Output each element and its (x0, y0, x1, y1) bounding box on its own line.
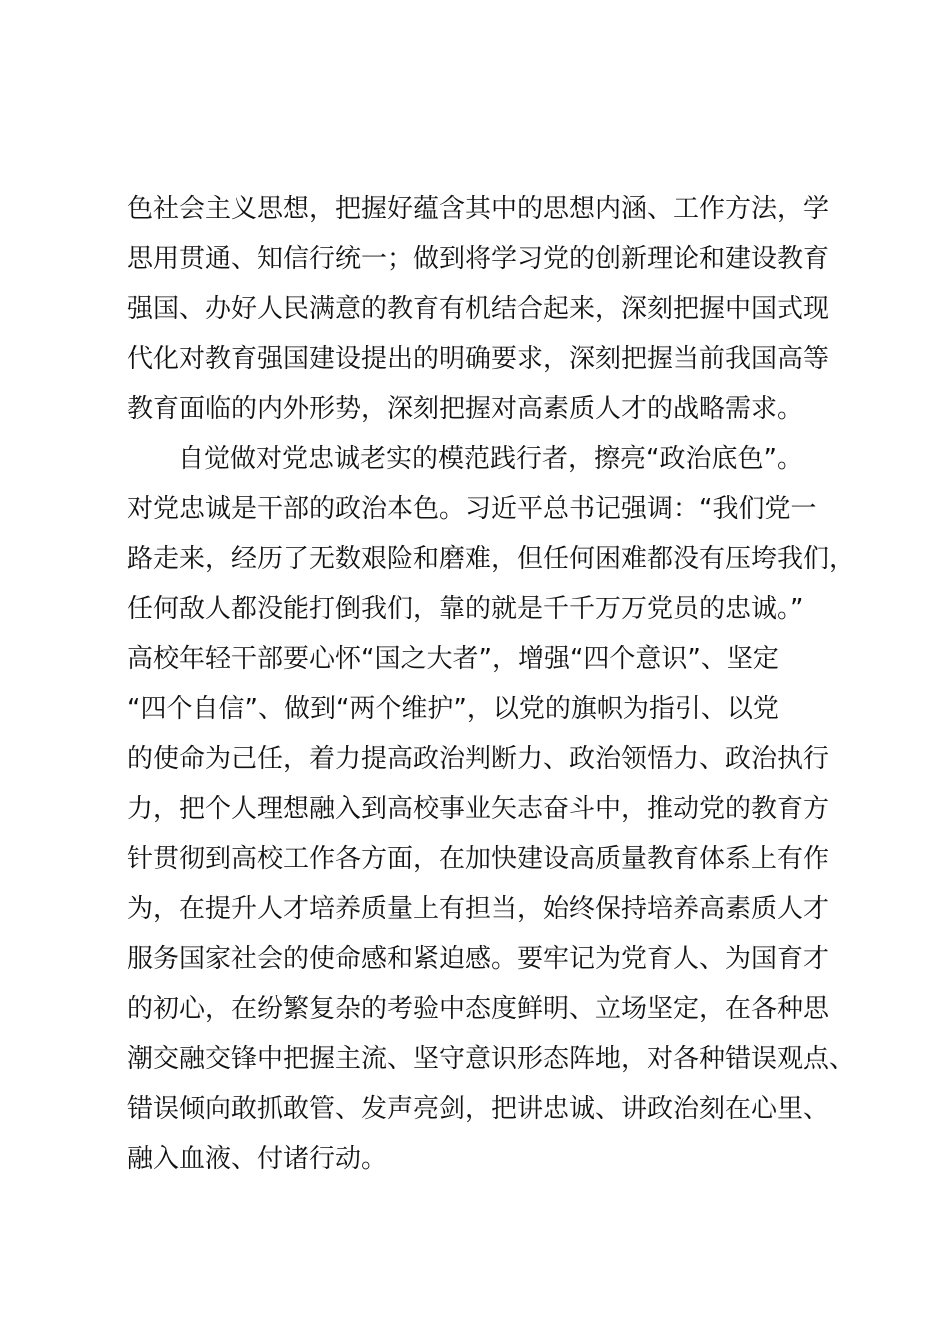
text-line: 色社会主义思想，把握好蕴含其中的思想内涵、工作方法，学 (127, 194, 830, 224)
text-line: 错误倾向敢抓敢管、发声亮剑，把讲忠诚、讲政治刻在心里、 (127, 1094, 830, 1124)
text-line: 对党忠诚是干部的政治本色。习近平总书记强调：“我们党一 (127, 494, 817, 524)
text-line: 为，在提升人才培养质量上有担当，始终保持培养高素质人才 (127, 894, 830, 924)
text-line: 的使命为己任，着力提高政治判断力、政治领悟力、政治执行 (127, 744, 830, 774)
text-line: “四个自信”、做到“两个维护”，以党的旗帜为指引、以党 (127, 694, 779, 724)
text-line: 潮交融交锋中把握主流、坚守意识形态阵地，对各种错误观点、 (127, 1044, 856, 1074)
text-line: 融入血液、付诸行动。 (127, 1144, 388, 1174)
text-line: 针贯彻到高校工作各方面，在加快建设高质量教育体系上有作 (127, 844, 830, 874)
text-line: 任何敌人都没能打倒我们，靠的就是千千万万党员的忠诚。” (127, 594, 804, 624)
text-line: 教育面临的内外形势，深刻把握对高素质人才的战略需求。 (127, 394, 804, 424)
text-line: 力，把个人理想融入到高校事业矢志奋斗中，推动党的教育方 (127, 794, 830, 824)
text-line: 高校年轻干部要心怀“国之大者”，增强“四个意识”、坚定 (127, 644, 779, 674)
text-line: 强国、办好人民满意的教育有机结合起来，深刻把握中国式现 (127, 294, 830, 324)
text-line: 思用贯通、知信行统一；做到将学习党的创新理论和建设教育 (127, 244, 830, 274)
text-line: 的初心，在纷繁复杂的考验中态度鲜明、立场坚定，在各种思 (127, 994, 830, 1024)
text-line: 服务国家社会的使命感和紧迫感。要牢记为党育人、为国育才 (127, 944, 830, 974)
text-line: 代化对教育强国建设提出的明确要求，深刻把握当前我国高等 (127, 344, 830, 374)
text-line: 路走来，经历了无数艰险和磨难，但任何困难都没有压垮我们， (127, 544, 856, 574)
body-text (127, 184, 867, 1184)
paragraph-heading-line: 自觉做对党忠诚老实的模范践行者，擦亮“政治底色”。 (178, 444, 803, 474)
